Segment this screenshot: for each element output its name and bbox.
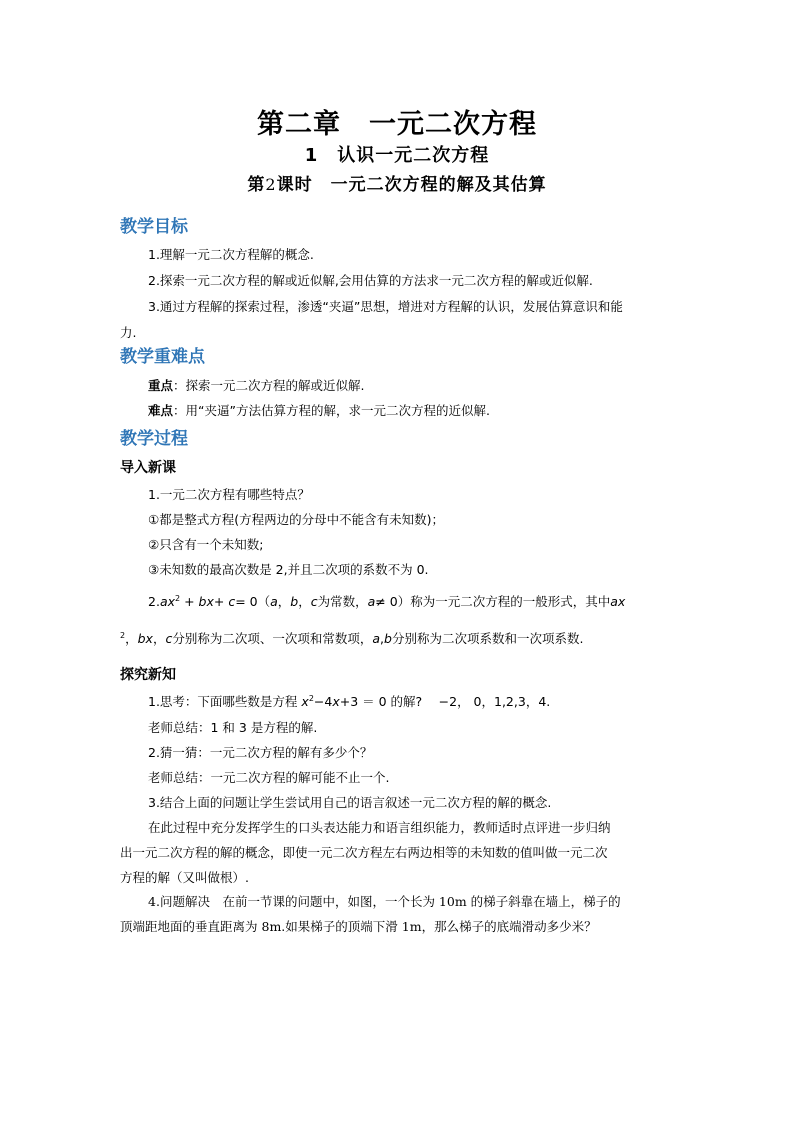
keys-heading: 教学重难点 xyxy=(120,347,205,367)
problem-line-2 xyxy=(120,917,597,935)
explore-line-1 xyxy=(148,692,550,710)
form-text: 2. xyxy=(148,594,160,609)
explore-text: 1.思考：下面哪些数是方程 xyxy=(148,694,302,709)
form-text: , xyxy=(380,631,385,646)
intro-line: ②只含有一个未知数; xyxy=(148,537,264,552)
explore-var: x xyxy=(301,694,309,709)
difficulty-point xyxy=(148,401,490,419)
form-sup: 2 xyxy=(120,630,126,640)
form-text: ， xyxy=(125,631,138,646)
goal-item: 2.探索一元二次方程的解或近似解,会用估算的方法求一元二次方程的解或近似解. xyxy=(148,273,593,288)
intro-line: ①都是整式方程(方程两边的分母中不能含有未知数)； xyxy=(148,512,444,527)
form-text: ， xyxy=(152,631,166,646)
form-text: ， xyxy=(298,594,311,609)
problem-unit: m xyxy=(454,894,467,909)
form-text: = 0（ xyxy=(235,594,271,609)
problem-text: 的梯子斜靠在墙上，梯子的 xyxy=(466,894,621,909)
explore-line: 老师总结：一元二次方程的解可能不止一个. xyxy=(148,770,390,785)
lesson-prefix: 第 xyxy=(247,175,266,195)
form-text: + xyxy=(213,594,229,609)
general-form-line xyxy=(148,592,625,610)
goal-item: 1.理解一元二次方程解的概念. xyxy=(148,247,314,262)
lesson-title xyxy=(0,170,794,195)
problem-line-1 xyxy=(148,892,621,910)
form-var: bx xyxy=(137,631,153,646)
problem-number: 4. xyxy=(148,894,160,909)
form-sup: 2 xyxy=(175,593,181,603)
problem-text: 顶端距地面的垂直距离为 xyxy=(120,919,262,934)
key-text: ：探索一元二次方程的解或近似解. xyxy=(173,378,365,393)
problem-text: .如果梯子的顶端下滑 xyxy=(281,919,402,934)
problem-unit: m xyxy=(269,919,282,934)
intro-line: 1.一元二次方程有哪些特点？ xyxy=(148,487,310,502)
form-var: ax xyxy=(159,594,175,609)
goal-item: 力. xyxy=(120,325,137,340)
problem-unit: m xyxy=(409,919,422,934)
lesson-name: 课时 一元二次方程的解及其估算 xyxy=(276,175,547,195)
problem-number: 10 xyxy=(438,894,455,909)
form-var: bx xyxy=(198,594,214,609)
explore-sup: 2 xyxy=(308,693,314,703)
explore-text: −4 xyxy=(313,694,333,709)
explore-line: 3.结合上面的问题让学生尝试用自己的语言叙述一元二次方程的解的概念. xyxy=(148,795,552,810)
form-text: + xyxy=(180,594,199,609)
form-var: b xyxy=(384,631,392,646)
form-var: a xyxy=(270,594,278,609)
form-text: 为常数， xyxy=(317,594,368,609)
problem-number: 1 xyxy=(401,919,410,934)
problem-text: ，那么梯子的底端滑动多少米？ xyxy=(421,919,597,934)
explore-paragraph: 方程的解（又叫做根）. xyxy=(120,870,249,885)
form-text: 分别称为二次项系数和一次项系数. xyxy=(391,631,584,646)
difficulty-text: ：用“夹逼”方法估算方程的解，求一元二次方程的近似解. xyxy=(173,403,490,418)
form-text: ， xyxy=(277,594,291,609)
explore-paragraph: 出一元二次方程的解的概念，即使一元二次方程左右两边相等的未知数的值叫做一元二次 xyxy=(120,845,608,860)
process-heading: 教学过程 xyxy=(120,429,188,449)
chapter-title: 第二章 一元二次方程 xyxy=(257,109,537,140)
form-var: b xyxy=(290,594,299,609)
intro-heading: 导入新课 xyxy=(120,460,176,476)
problem-text: 问题解决 在前一节课的问题中，如图，一个长为 xyxy=(159,894,439,909)
form-var: a xyxy=(372,631,381,646)
form-var: c xyxy=(228,594,236,609)
explore-heading: 探究新知 xyxy=(120,667,176,683)
explore-line: 2.猜一猜：一元二次方程的解有多少个？ xyxy=(148,745,373,760)
intro-line: ③未知数的最高次数是 2,并且二次项的系数不为 0. xyxy=(148,562,429,577)
section-title: 1 认识一元二次方程 xyxy=(304,145,490,166)
form-text: ≠ 0）称为一元二次方程的一般形式，其中 xyxy=(375,594,611,609)
difficulty-label: 难点 xyxy=(148,403,174,418)
form-var: a xyxy=(367,594,376,609)
form-text: 分别称为二次项、一次项和常数项， xyxy=(172,631,373,646)
explore-paragraph: 在此过程中充分发挥学生的口头表达能力和语言组织能力，教师适时点评进一步归纳 xyxy=(148,820,611,835)
explore-var: x xyxy=(332,694,340,709)
goal-item: 3.通过方程解的探索过程，渗透“夹逼”思想，增进对方程解的认识，发展估算意识和能 xyxy=(148,299,623,314)
form-var: c xyxy=(310,594,318,609)
explore-line: 老师总结：1 和 3 是方程的解. xyxy=(148,720,318,735)
goals-heading: 教学目标 xyxy=(120,217,188,237)
lesson-number: 2 xyxy=(265,175,277,194)
key-label: 重点 xyxy=(148,378,174,393)
explore-text: +3 ＝ 0 的解? −2， 0，1,2,3，4. xyxy=(339,694,551,709)
problem-number: 8 xyxy=(261,919,270,934)
form-var: c xyxy=(165,631,173,646)
form-var: ax xyxy=(610,594,626,609)
general-form-line-2 xyxy=(120,629,583,647)
key-point xyxy=(148,376,365,394)
